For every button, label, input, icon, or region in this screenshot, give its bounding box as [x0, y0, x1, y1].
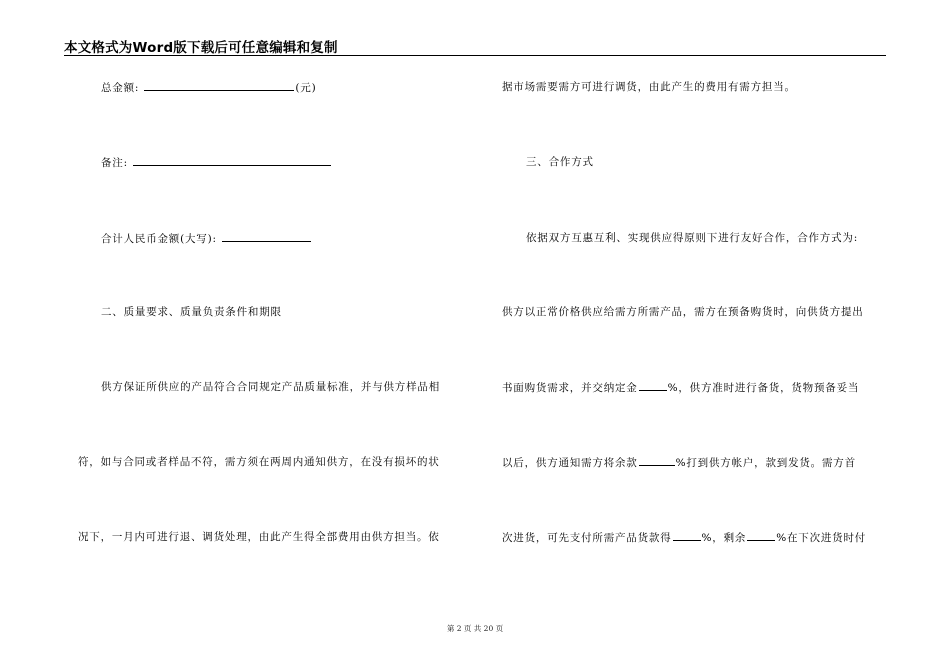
para2-line2: 供方以正常价格供应给需方所需产品，需方在预备购货时，向供货方提出 — [502, 306, 864, 318]
para2-line3-end: %，供方准时进行备货，货物预备妥当 — [667, 382, 860, 394]
right-column — [475, 0, 950, 672]
page-number-footer: 第 2 页 共 20 页 — [446, 624, 504, 633]
para2-line5 — [502, 530, 866, 545]
para1-line3: 况下，一月内可进行退、调货处理，由此产生得全部费用由供方担当。依 — [78, 531, 440, 543]
para2-line3 — [502, 380, 859, 395]
section3-heading: 三、合作方式 — [526, 156, 594, 168]
para2-line5-start: 次进货，可先支付所需产品货款得 — [502, 532, 672, 544]
total-amount-line — [101, 80, 316, 95]
para2-line1: 依据双方互惠互利、实现供应得原则下进行友好合作，合作方式为: — [526, 232, 859, 244]
section2-heading: 二、质量要求、质量负责条件和期限 — [101, 306, 282, 318]
remarks-line — [101, 155, 332, 170]
para1-line2: 符，如与合同或者样品不符，需方须在两周内通知供方，在没有损坏的状 — [78, 456, 440, 468]
remaining-percent-blank — [747, 530, 775, 541]
balance-percent-blank — [639, 455, 675, 466]
para2-line5-mid: %，剩余 — [701, 532, 747, 544]
continuation-line: 据市场需要需方可进行调货，由此产生的费用有需方担当。 — [502, 81, 796, 93]
para2-line4-end: %打到供方帐户，款到发货。需方首 — [675, 457, 856, 469]
deposit-percent-blank — [639, 380, 667, 391]
rmb-total-blank — [222, 231, 311, 242]
para2-line5-end: %在下次进货时付 — [776, 532, 867, 544]
total-amount-unit: (元) — [295, 82, 317, 94]
document-header-title: 本文格式为Word版下载后可任意编辑和复制 — [64, 40, 338, 56]
rmb-total-line — [101, 231, 312, 246]
total-amount-label: 总金额: — [101, 82, 140, 94]
para1-line1: 供方保证所供应的产品符合合同规定产品质量标准，并与供方样品相 — [101, 381, 440, 393]
para2-line4-start: 以后，供方通知需方将余款 — [502, 457, 638, 469]
remarks-label: 备注: — [101, 157, 128, 169]
rmb-total-label: 合计人民币金额(大写): — [101, 233, 217, 245]
total-amount-blank — [144, 80, 294, 91]
first-payment-percent-blank — [673, 530, 701, 541]
para2-line4 — [502, 455, 856, 470]
para2-line3-start: 书面购货需求，并交纳定金 — [502, 382, 638, 394]
remarks-blank — [133, 155, 331, 166]
